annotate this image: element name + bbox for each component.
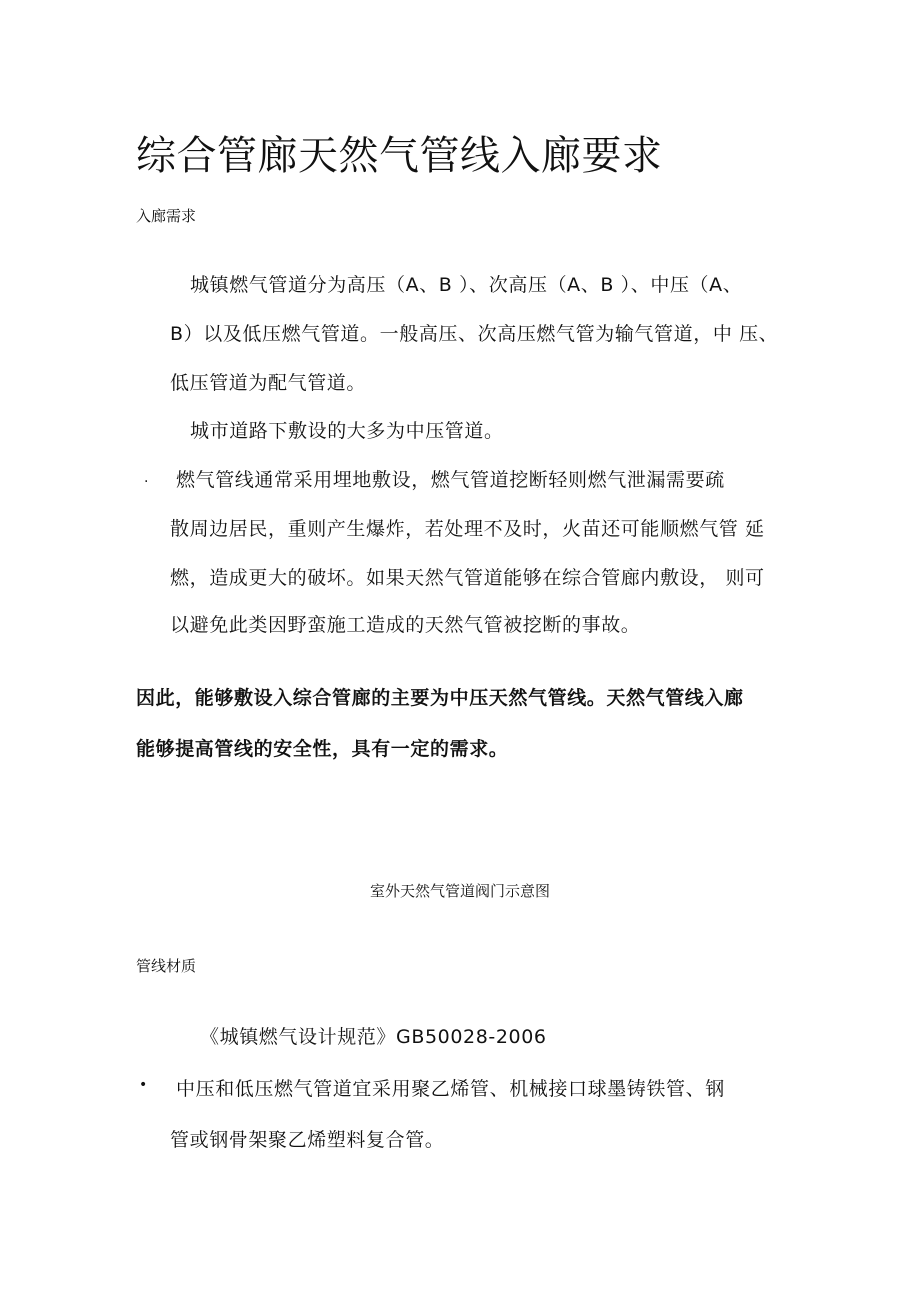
bullet-line: 燃气管线通常采用埋地敷设，燃气管道挖断轻则燃气泄漏需要疏 bbox=[176, 469, 725, 491]
bullet-line: 管或钢骨架聚乙烯塑料复合管。 bbox=[170, 1129, 445, 1151]
bullet-line: 燃，造成更大的破坏。如果天然气管道能够在综合管廊内敷设， 则可 bbox=[170, 567, 765, 589]
paragraph-line: 城市道路下敷设的大多为中压管道。 bbox=[190, 420, 504, 442]
section-heading-requirement: 入廊需求 bbox=[136, 207, 197, 225]
conclusion-line: 能够提高管线的安全性，具有一定的需求。 bbox=[136, 738, 509, 760]
bullet-line: 中压和低压燃气管道宜采用聚乙烯管、机械接口球墨铸铁管、钢 bbox=[176, 1078, 725, 1100]
bullet-marker: • bbox=[139, 1077, 148, 1093]
paragraph-line: B）以及低压燃气管道。一般高压、次高压燃气管为输气管道，中 压、 bbox=[170, 323, 779, 345]
paragraph-line: 城镇燃气管道分为高压（A、B ）、次高压（A、B ）、中压（A、 bbox=[190, 274, 743, 296]
bullet-line: 散周边居民，重则产生爆炸，若处理不及时，火苗还可能顺燃气管 延 bbox=[170, 518, 765, 540]
paragraph-line: 低压管道为配气管道。 bbox=[170, 372, 367, 394]
page-title: 综合管廊天然气管线入廊要求 bbox=[136, 133, 663, 179]
section-heading-material: 管线材质 bbox=[136, 957, 197, 975]
conclusion-line: 因此，能够敷设入综合管廊的主要为中压天然气管线。天然气管线入廊 bbox=[136, 687, 744, 709]
figure-caption: 室外天然气管道阀门示意图 bbox=[369, 882, 550, 900]
bullet-line: 以避免此类因野蛮施工造成的天然气管被挖断的事故。 bbox=[170, 614, 641, 636]
standard-reference: 《城镇燃气设计规范》GB50028-2006 bbox=[200, 1026, 547, 1048]
bullet-marker: . bbox=[144, 470, 149, 486]
